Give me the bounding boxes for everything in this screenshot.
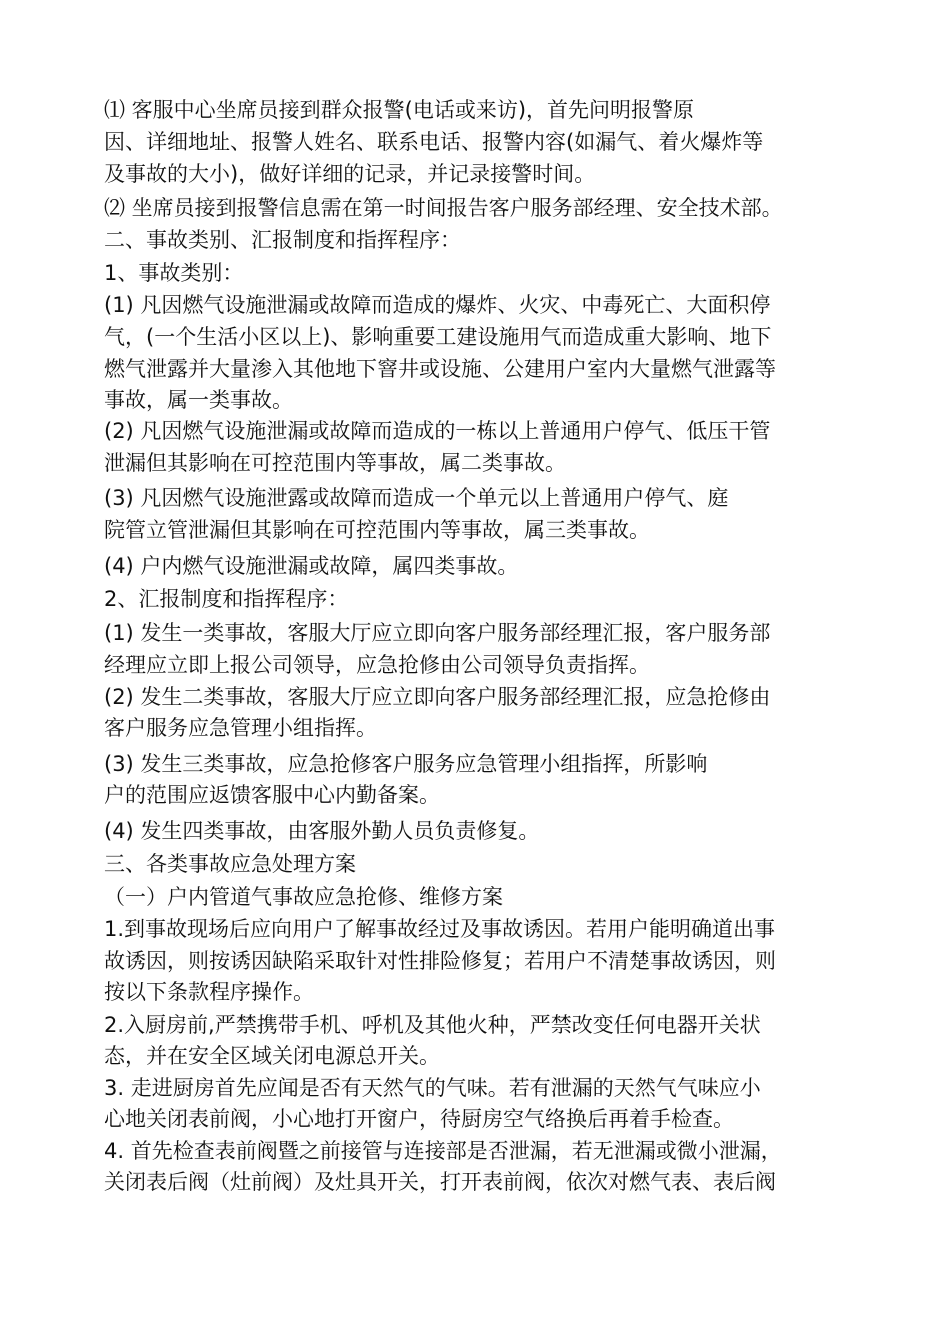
- text-line: 态，并在安全区域关闭电源总开关。: [104, 1044, 440, 1068]
- text-line: 3. 走进厨房首先应闻是否有天然气的气味。若有泄漏的天然气气味应小: [104, 1076, 761, 1100]
- text-line: 心地关闭表前阀，小心地打开窗户，待厨房空气络换后再着手检查。: [104, 1107, 734, 1131]
- subsection-heading: 1、事故类别：: [104, 261, 244, 285]
- text-line: 燃气泄露并大量渗入其他地下窨井或设施、公建用户室内大量燃气泄露等: [104, 357, 776, 381]
- text-line: 故诱因，则按诱因缺陷采取针对性排险修复；若用户不清楚事故诱因，则: [104, 949, 776, 973]
- text-line: 4. 首先检查表前阀暨之前接管与连接部是否泄漏，若无泄漏或微小泄漏，: [104, 1139, 782, 1163]
- section-heading: 二、事故类别、汇报制度和指挥程序：: [104, 228, 461, 252]
- text-line: 1.到事故现场后应向用户了解事故经过及事故诱因。若用户能明确道出事: [104, 917, 776, 941]
- section-heading: 三、各类事故应急处理方案: [104, 852, 356, 876]
- text-line: (1) 发生一类事故，客服大厅应立即向客户服务部经理汇报，客户服务部: [104, 621, 771, 645]
- text-line: ⑴ 客服中心坐席员接到群众报警(电话或来访)，首先问明报警原: [104, 98, 695, 122]
- text-line: 户的范围应返馈客服中心内勤备案。: [104, 783, 440, 807]
- text-line: 气，(一个生活小区以上)、影响重要工建设施用气而造成重大影响、地下: [104, 325, 772, 349]
- text-line: 按以下条款程序操作。: [104, 980, 314, 1004]
- text-line: (4) 发生四类事故，由客服外勤人员负责修复。: [104, 819, 540, 843]
- text-line: 客户服务应急管理小组指挥。: [104, 716, 377, 740]
- text-line: 泄漏但其影响在可控范围内等事故，属二类事故。: [104, 451, 566, 475]
- text-line: 经理应立即上报公司领导，应急抢修由公司领导负责指挥。: [104, 653, 650, 677]
- text-line: ⑵ 坐席员接到报警信息需在第一时间报告客户服务部经理、安全技术部。: [104, 196, 783, 220]
- text-line: 及事故的大小)，做好详细的记录，并记录接警时间。: [104, 162, 596, 186]
- subsection-heading: （一）户内管道气事故应急抢修、维修方案: [104, 885, 503, 909]
- text-line: 因、详细地址、报警人姓名、联系电话、报警内容(如漏气、着火爆炸等: [104, 130, 764, 154]
- text-line: 关闭表后阀（灶前阀）及灶具开关，打开表前阀，依次对燃气表、表后阀: [104, 1170, 776, 1194]
- text-line: (2) 凡因燃气设施泄漏或故障而造成的一栋以上普通用户停气、低压干管: [104, 419, 771, 443]
- text-line: (2) 发生二类事故，客服大厅应立即向客户服务部经理汇报，应急抢修由: [104, 685, 771, 709]
- subsection-heading: 2、汇报制度和指挥程序：: [104, 587, 349, 611]
- text-line: 院管立管泄漏但其影响在可控范围内等事故，属三类事故。: [104, 518, 650, 542]
- text-line: 2.入厨房前,严禁携带手机、呼机及其他火种，严禁改变任何电器开关状: [104, 1013, 761, 1037]
- text-line: (3) 凡因燃气设施泄露或故障而造成一个单元以上普通用户停气、庭: [104, 486, 729, 510]
- text-line: (3) 发生三类事故，应急抢修客户服务应急管理小组指挥，所影响: [104, 752, 708, 776]
- text-line: 事故，属一类事故。: [104, 388, 293, 412]
- text-line: (4) 户内燃气设施泄漏或故障，属四类事故。: [104, 554, 519, 578]
- text-line: (1) 凡因燃气设施泄漏或故障而造成的爆炸、火灾、中毒死亡、大面积停: [104, 293, 771, 317]
